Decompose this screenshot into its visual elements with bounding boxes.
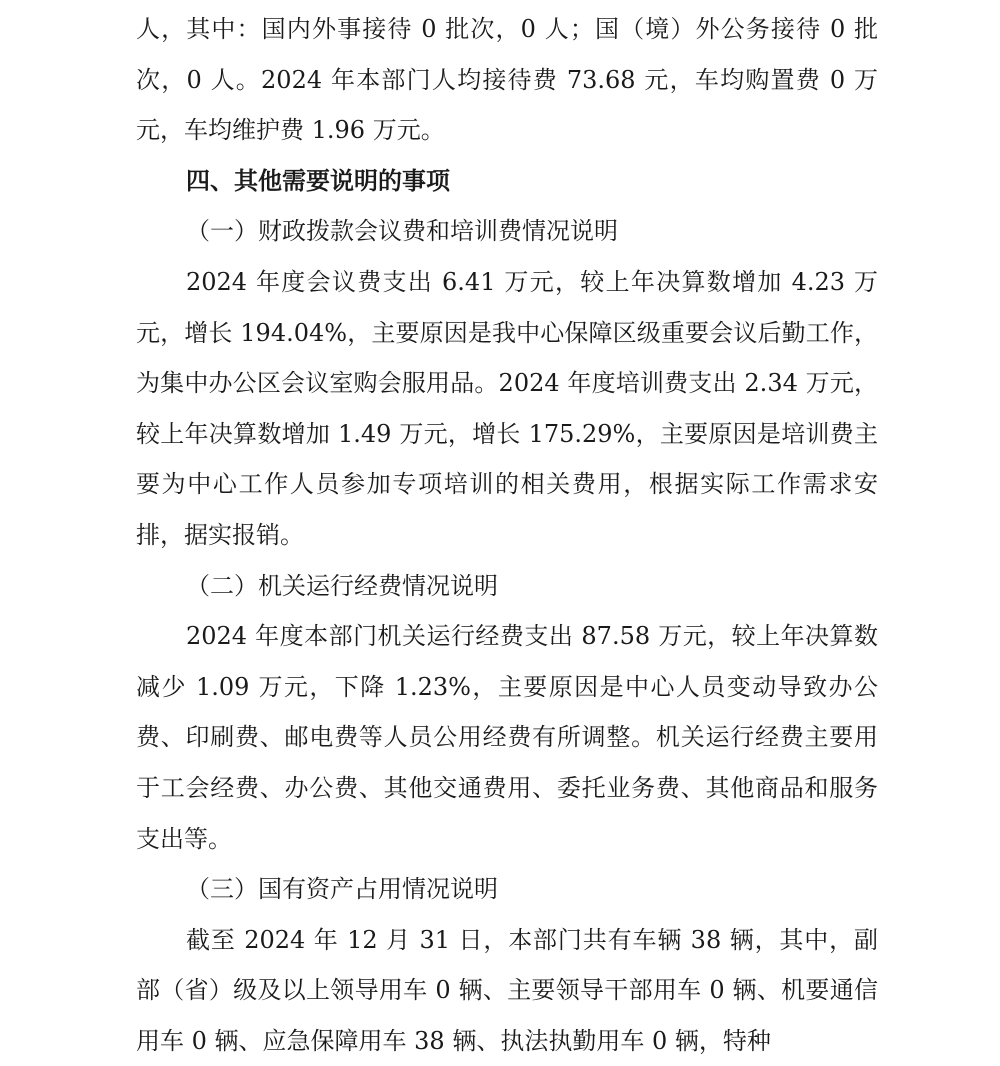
paragraph-state-assets: 截至 2024 年 12 月 31 日，本部门共有车辆 38 辆，其中，副部（省）级及以上领导用车 0 辆、主要领导干部用车 0 辆、机要通信用车 0 辆、应急保障用车 38 辆、执法执勤用车 0 辆，特种 — [136, 925, 878, 1055]
subheading-state-assets: （三）国有资产占用情况说明 — [186, 875, 498, 904]
subheading-meeting-training-fees: （一）财政拨款会议费和培训费情况说明 — [186, 217, 618, 246]
subheading-operating-expenses: （二）机关运行经费情况说明 — [186, 571, 498, 600]
section-heading-other-matters: 四、其他需要说明的事项 — [186, 166, 450, 195]
paragraph-operating-expenses: 2024 年度本部门机关运行经费支出 87.58 万元，较上年决算数减少 1.09 万元，下降 1.23%，主要原因是中心人员变动导致办公费、印刷费、邮电费等人员公用经费有所调整。机关运行经费主要用于工会经费、办公费、其他交通费用、委托业务费、其他商品和服务支出等。 — [136, 622, 878, 853]
document-body — [136, 4, 878, 1066]
paragraph-meeting-training-fees: 2024 年度会议费支出 6.41 万元，较上年决算数增加 4.23 万元，增长 194.04%，主要原因是我中心保障区级重要会议后勤工作，为集中办公区会议室购会服用品。2024 年度培训费支出 2.34 万元，较上年决算数增加 1.49 万元，增长 175.29%，主要原因是培训费主要为中心工作人员参加专项培训的相关费用，根据实际工作需求安排，据实报销。 — [136, 267, 878, 549]
paragraph-continued: 人，其中：国内外事接待 0 批次，0 人；国（境）外公务接待 0 批次，0 人。2024 年本部门人均接待费 73.68 元，车均购置费 0 万元，车均维护费 1.96 万元。 — [136, 15, 878, 145]
